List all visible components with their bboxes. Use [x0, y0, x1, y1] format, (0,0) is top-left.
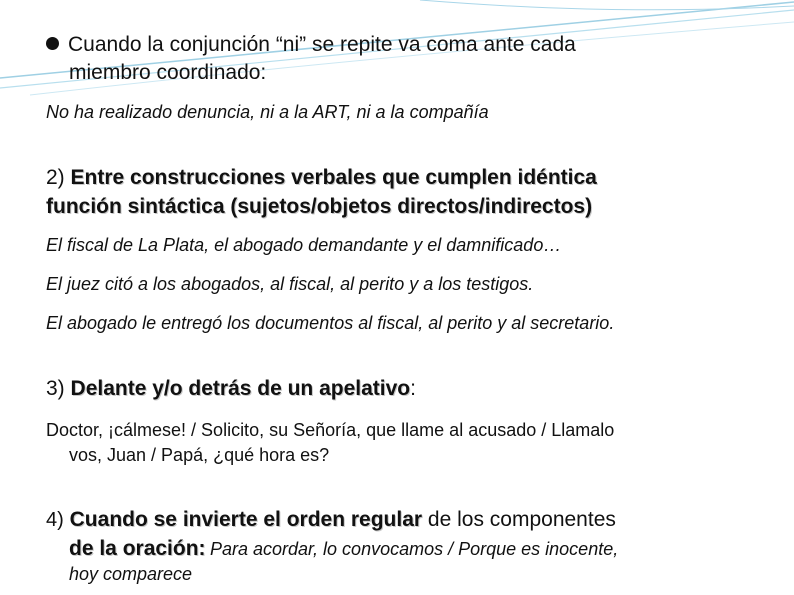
bullet1-text: Cuando la conjunción “ni” se repite va coma ante cada	[68, 33, 576, 56]
section3-heading: Delante y/o detrás de un apelativo	[70, 377, 411, 400]
section2-detail: (sujetos/objetos directos/indirectos)	[230, 195, 593, 218]
section4-example: Para acordar, lo convocamos / Porque es inocente,	[209, 539, 619, 559]
section4-line2	[69, 537, 618, 561]
section3-colon: :	[410, 377, 416, 400]
example3-line2: vos, Juan / Papá, ¿qué hora es?	[69, 445, 330, 465]
section2-heading: Entre construcciones verbales que cumplen idéntica	[70, 166, 597, 189]
bullet1-line2: miembro coordinado:	[69, 61, 267, 84]
section4-line1	[46, 508, 616, 532]
bullet-dot-icon	[46, 37, 59, 50]
section4-heading-b: de la oración:	[69, 537, 206, 560]
example2-2: El juez citó a los abogados, al fiscal, al perito y a los testigos.	[46, 274, 534, 294]
section3-number: 3)	[46, 377, 65, 400]
section4-number: 4)	[46, 509, 64, 531]
section2-heading-b: función sintáctica	[46, 195, 225, 218]
example-ni: No ha realizado denuncia, ni a la ART, ni a la compañía	[46, 102, 489, 122]
section2-line2	[46, 195, 592, 219]
section2-line1	[46, 166, 597, 190]
section4-line3: hoy comparece	[69, 564, 193, 584]
section4-text: de los componentes	[427, 508, 616, 531]
example2-1: El fiscal de La Plata, el abogado demandante y el damnificado…	[46, 235, 562, 255]
example3-line1: Doctor, ¡cálmese! / Solicito, su Señoría, que llame al acusado / Llamalo	[46, 420, 615, 440]
section2-number: 2)	[46, 166, 65, 189]
section4-heading: Cuando se invierte el orden regular	[69, 508, 423, 531]
example2-3: El abogado le entregó los documentos al fiscal, al perito y al secretario.	[46, 313, 615, 333]
bullet1-line1	[46, 33, 576, 57]
section3-line	[46, 377, 416, 401]
